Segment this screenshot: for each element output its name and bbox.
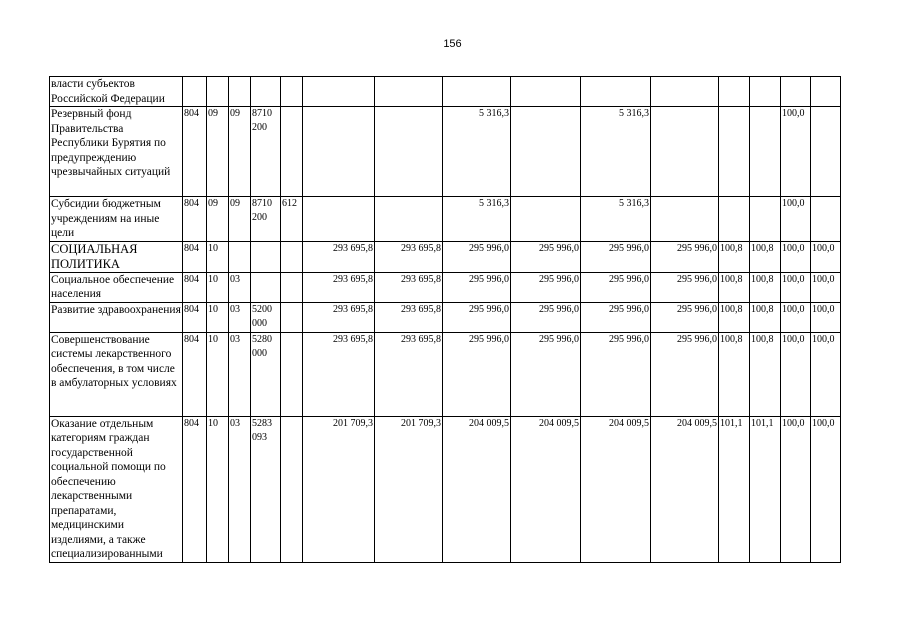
percent-col-3: [781, 77, 811, 107]
percent-col-4: 100,0: [811, 302, 841, 332]
code-expense-type: [281, 272, 303, 302]
value-col-2: 293 695,8: [375, 272, 443, 302]
code-subsection: 03: [229, 302, 251, 332]
percent-col-1: 100,8: [719, 272, 750, 302]
value-col-4: 295 996,0: [511, 332, 581, 416]
code-subsection: [229, 241, 251, 272]
value-col-3: 295 996,0: [443, 241, 511, 272]
value-col-6: 295 996,0: [651, 302, 719, 332]
percent-col-1: [719, 107, 750, 197]
value-col-3: [443, 77, 511, 107]
code-gov: 804: [183, 302, 207, 332]
percent-col-4: [811, 197, 841, 242]
code-target: 5200 000: [251, 302, 281, 332]
code-expense-type: [281, 416, 303, 562]
code-expense-type: [281, 332, 303, 416]
percent-col-2: [750, 197, 781, 242]
value-col-6: [651, 197, 719, 242]
value-col-4: [511, 197, 581, 242]
value-col-6: 204 009,5: [651, 416, 719, 562]
value-col-4: 204 009,5: [511, 416, 581, 562]
row-name: Развитие здравоохранения: [50, 302, 183, 332]
code-gov: 804: [183, 107, 207, 197]
percent-col-3: 100,0: [781, 241, 811, 272]
percent-col-4: 100,0: [811, 416, 841, 562]
percent-col-3: 100,0: [781, 332, 811, 416]
percent-col-4: 100,0: [811, 332, 841, 416]
code-target: 5280 000: [251, 332, 281, 416]
value-col-2: [375, 197, 443, 242]
percent-col-2: 100,8: [750, 272, 781, 302]
percent-col-1: [719, 197, 750, 242]
code-subsection: 03: [229, 272, 251, 302]
code-target: [251, 241, 281, 272]
table-row: [50, 416, 841, 562]
value-col-2: 293 695,8: [375, 332, 443, 416]
code-section: 10: [207, 272, 229, 302]
percent-col-4: 100,0: [811, 272, 841, 302]
percent-col-3: 100,0: [781, 416, 811, 562]
value-col-4: 295 996,0: [511, 272, 581, 302]
code-section: 10: [207, 416, 229, 562]
value-col-2: 293 695,8: [375, 302, 443, 332]
table-row: [50, 332, 841, 416]
value-col-2: [375, 107, 443, 197]
code-gov: 804: [183, 416, 207, 562]
value-col-6: 295 996,0: [651, 332, 719, 416]
value-col-1: [303, 77, 375, 107]
percent-col-2: 100,8: [750, 332, 781, 416]
value-col-1: [303, 107, 375, 197]
percent-col-2: 100,8: [750, 241, 781, 272]
table-row: [50, 272, 841, 302]
code-target: 5283 093: [251, 416, 281, 562]
value-col-5: 5 316,3: [581, 197, 651, 242]
table-row: [50, 77, 841, 107]
value-col-1: [303, 197, 375, 242]
value-col-5: 295 996,0: [581, 241, 651, 272]
value-col-4: 295 996,0: [511, 241, 581, 272]
value-col-1: 293 695,8: [303, 332, 375, 416]
percent-col-3: 100,0: [781, 302, 811, 332]
percent-col-2: [750, 107, 781, 197]
code-expense-type: [281, 77, 303, 107]
value-col-1: 293 695,8: [303, 241, 375, 272]
percent-col-3: 100,0: [781, 197, 811, 242]
value-col-2: 293 695,8: [375, 241, 443, 272]
value-col-3: 204 009,5: [443, 416, 511, 562]
code-target: 8710 200: [251, 197, 281, 242]
percent-col-2: 101,1: [750, 416, 781, 562]
row-name: Совершенствование системы лекарственного обеспечения, в том числе в амбулаторных условиях: [50, 332, 183, 416]
percent-col-3: 100,0: [781, 272, 811, 302]
code-section: 10: [207, 241, 229, 272]
budget-table: [49, 76, 841, 563]
value-col-6: [651, 77, 719, 107]
code-gov: 804: [183, 197, 207, 242]
value-col-4: 295 996,0: [511, 302, 581, 332]
page-number: 156: [443, 38, 462, 50]
percent-col-1: 101,1: [719, 416, 750, 562]
code-expense-type: [281, 107, 303, 197]
code-section: [207, 77, 229, 107]
percent-col-1: 100,8: [719, 302, 750, 332]
value-col-3: 5 316,3: [443, 107, 511, 197]
value-col-3: 295 996,0: [443, 302, 511, 332]
value-col-1: 293 695,8: [303, 272, 375, 302]
table-row: [50, 302, 841, 332]
value-col-5: 295 996,0: [581, 302, 651, 332]
code-subsection: 09: [229, 107, 251, 197]
code-subsection: 03: [229, 332, 251, 416]
value-col-5: [581, 77, 651, 107]
percent-col-1: [719, 77, 750, 107]
value-col-6: 295 996,0: [651, 272, 719, 302]
code-subsection: 09: [229, 197, 251, 242]
value-col-2: 201 709,3: [375, 416, 443, 562]
value-col-1: 201 709,3: [303, 416, 375, 562]
code-section: 10: [207, 302, 229, 332]
value-col-3: 5 316,3: [443, 197, 511, 242]
code-section: 10: [207, 332, 229, 416]
percent-col-4: 100,0: [811, 241, 841, 272]
value-col-4: [511, 77, 581, 107]
value-col-2: [375, 77, 443, 107]
percent-col-4: [811, 107, 841, 197]
percent-col-2: [750, 77, 781, 107]
code-gov: [183, 77, 207, 107]
code-target: [251, 77, 281, 107]
value-col-5: 295 996,0: [581, 332, 651, 416]
code-target: 8710 200: [251, 107, 281, 197]
row-name: Субсидии бюджетным учреждениям на иные цели: [50, 197, 183, 242]
row-name: Оказание отдельным категориям граждан государственной социальной помощи по обеспечению лекарственными препаратами, медицинскими изделиями, а также специализированными: [50, 416, 183, 562]
percent-col-1: 100,8: [719, 241, 750, 272]
value-col-1: 293 695,8: [303, 302, 375, 332]
table-row: [50, 197, 841, 242]
value-col-3: 295 996,0: [443, 332, 511, 416]
value-col-5: 295 996,0: [581, 272, 651, 302]
row-name: Социальное обеспечение населения: [50, 272, 183, 302]
code-target: [251, 272, 281, 302]
code-section: 09: [207, 197, 229, 242]
percent-col-4: [811, 77, 841, 107]
value-col-5: 5 316,3: [581, 107, 651, 197]
code-section: 09: [207, 107, 229, 197]
code-subsection: [229, 77, 251, 107]
value-col-5: 204 009,5: [581, 416, 651, 562]
value-col-4: [511, 107, 581, 197]
percent-col-1: 100,8: [719, 332, 750, 416]
value-col-6: 295 996,0: [651, 241, 719, 272]
code-expense-type: [281, 241, 303, 272]
code-gov: 804: [183, 332, 207, 416]
percent-col-2: 100,8: [750, 302, 781, 332]
code-gov: 804: [183, 272, 207, 302]
row-name: СОЦИАЛЬНАЯ ПОЛИТИКА: [50, 241, 183, 272]
row-name: Резервный фонд Правительства Республики Бурятия по предупреждению чрезвычайных ситуаций: [50, 107, 183, 197]
value-col-6: [651, 107, 719, 197]
code-expense-type: [281, 302, 303, 332]
table-row: [50, 241, 841, 272]
table-row: [50, 107, 841, 197]
code-gov: 804: [183, 241, 207, 272]
percent-col-3: 100,0: [781, 107, 811, 197]
value-col-3: 295 996,0: [443, 272, 511, 302]
row-name: власти субъектов Российской Федерации: [50, 77, 183, 107]
code-expense-type: 612: [281, 197, 303, 242]
code-subsection: 03: [229, 416, 251, 562]
